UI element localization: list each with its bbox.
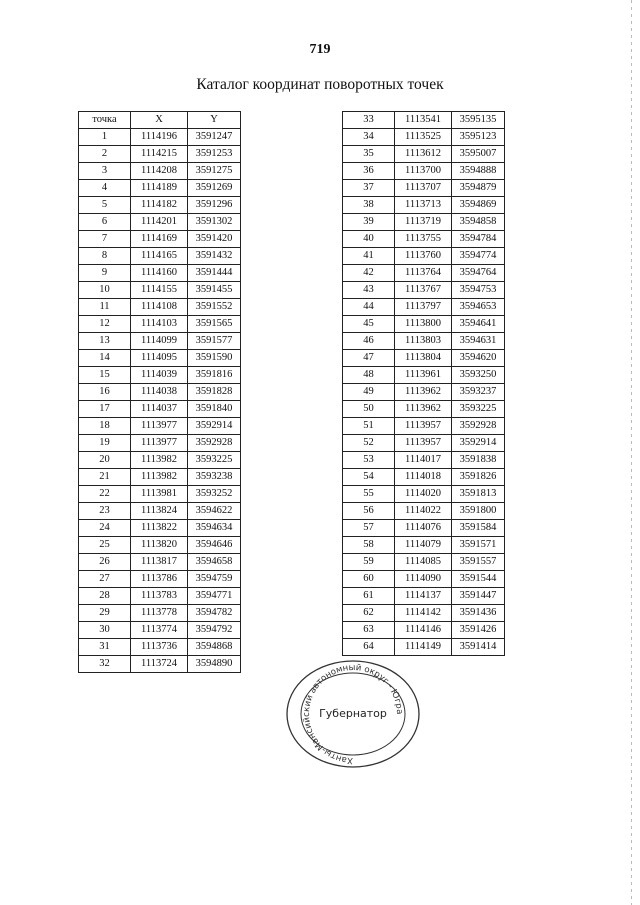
point-number-cell: 20 [79, 452, 131, 469]
x-coordinate-cell: 1114099 [131, 333, 188, 350]
point-number-cell: 63 [343, 622, 395, 639]
x-coordinate-cell: 1113961 [395, 367, 452, 384]
x-coordinate-cell: 1114022 [395, 503, 452, 520]
table-row [343, 401, 505, 418]
point-number-cell: 30 [79, 622, 131, 639]
point-number-cell: 40 [343, 231, 395, 248]
column-header-y: Y [188, 112, 241, 129]
y-coordinate-cell: 3591813 [452, 486, 505, 503]
table-row [79, 554, 241, 571]
seal-center-text: Губернатор [319, 707, 387, 720]
table-row [343, 571, 505, 588]
y-coordinate-cell: 3591253 [188, 146, 241, 163]
x-coordinate-cell: 1113786 [131, 571, 188, 588]
point-number-cell: 25 [79, 537, 131, 554]
point-number-cell: 52 [343, 435, 395, 452]
x-coordinate-cell: 1113977 [131, 418, 188, 435]
point-number-cell: 14 [79, 350, 131, 367]
point-number-cell: 54 [343, 469, 395, 486]
x-coordinate-cell: 1114037 [131, 401, 188, 418]
y-coordinate-cell: 3594620 [452, 350, 505, 367]
table-row [79, 214, 241, 231]
point-number-cell: 45 [343, 316, 395, 333]
document-title: Каталог координат поворотных точек [196, 76, 444, 93]
y-coordinate-cell: 3591426 [452, 622, 505, 639]
point-number-cell: 19 [79, 435, 131, 452]
x-coordinate-cell: 1113982 [131, 469, 188, 486]
x-coordinate-cell: 1114103 [131, 316, 188, 333]
point-number-cell: 49 [343, 384, 395, 401]
point-number-cell: 33 [343, 112, 395, 129]
point-number-cell: 36 [343, 163, 395, 180]
y-coordinate-cell: 3594774 [452, 248, 505, 265]
y-coordinate-cell: 3591571 [452, 537, 505, 554]
y-coordinate-cell: 3591590 [188, 350, 241, 367]
y-coordinate-cell: 3592928 [452, 418, 505, 435]
x-coordinate-cell: 1114208 [131, 163, 188, 180]
x-coordinate-cell: 1113817 [131, 554, 188, 571]
y-coordinate-cell: 3595123 [452, 129, 505, 146]
table-row [343, 537, 505, 554]
table-row [79, 435, 241, 452]
point-number-cell: 43 [343, 282, 395, 299]
point-number-cell: 8 [79, 248, 131, 265]
y-coordinate-cell: 3593225 [452, 401, 505, 418]
y-coordinate-cell: 3591840 [188, 401, 241, 418]
y-coordinate-cell: 3594858 [452, 214, 505, 231]
point-number-cell: 46 [343, 333, 395, 350]
x-coordinate-cell: 1113962 [395, 384, 452, 401]
table-row [79, 401, 241, 418]
point-number-cell: 64 [343, 639, 395, 656]
x-coordinate-cell: 1114169 [131, 231, 188, 248]
y-coordinate-cell: 3591455 [188, 282, 241, 299]
x-coordinate-cell: 1114146 [395, 622, 452, 639]
point-number-cell: 23 [79, 503, 131, 520]
table-row [343, 180, 505, 197]
point-number-cell: 10 [79, 282, 131, 299]
x-coordinate-cell: 1114095 [131, 350, 188, 367]
y-coordinate-cell: 3592928 [188, 435, 241, 452]
y-coordinate-cell: 3591444 [188, 265, 241, 282]
y-coordinate-cell: 3594622 [188, 503, 241, 520]
y-coordinate-cell: 3594879 [452, 180, 505, 197]
table-row [79, 248, 241, 265]
y-coordinate-cell: 3594888 [452, 163, 505, 180]
point-number-cell: 1 [79, 129, 131, 146]
point-number-cell: 38 [343, 197, 395, 214]
table-row [79, 129, 241, 146]
table-row [79, 622, 241, 639]
x-coordinate-cell: 1114189 [131, 180, 188, 197]
table-row [79, 231, 241, 248]
y-coordinate-cell: 3591565 [188, 316, 241, 333]
x-coordinate-cell: 1113736 [131, 639, 188, 656]
point-number-cell: 24 [79, 520, 131, 537]
x-coordinate-cell: 1113700 [395, 163, 452, 180]
x-coordinate-cell: 1114142 [395, 605, 452, 622]
table-row [79, 384, 241, 401]
x-coordinate-cell: 1114196 [131, 129, 188, 146]
table-row [343, 469, 505, 486]
x-coordinate-cell: 1114018 [395, 469, 452, 486]
table-row [79, 367, 241, 384]
y-coordinate-cell: 3591544 [452, 571, 505, 588]
point-number-cell: 16 [79, 384, 131, 401]
table-row [343, 197, 505, 214]
x-coordinate-cell: 1113541 [395, 112, 452, 129]
table-row [79, 163, 241, 180]
point-number-cell: 53 [343, 452, 395, 469]
x-coordinate-cell: 1114039 [131, 367, 188, 384]
x-coordinate-cell: 1113820 [131, 537, 188, 554]
x-coordinate-cell: 1113760 [395, 248, 452, 265]
y-coordinate-cell: 3594653 [452, 299, 505, 316]
table-row [343, 163, 505, 180]
point-number-cell: 56 [343, 503, 395, 520]
x-coordinate-cell: 1113778 [131, 605, 188, 622]
point-number-cell: 39 [343, 214, 395, 231]
column-header-point: точка [79, 112, 131, 129]
x-coordinate-cell: 1113612 [395, 146, 452, 163]
scan-margin-line [631, 0, 632, 905]
table-row [343, 418, 505, 435]
x-coordinate-cell: 1113804 [395, 350, 452, 367]
x-coordinate-cell: 1114076 [395, 520, 452, 537]
point-number-cell: 42 [343, 265, 395, 282]
x-coordinate-cell: 1113982 [131, 452, 188, 469]
point-number-cell: 60 [343, 571, 395, 588]
y-coordinate-cell: 3594753 [452, 282, 505, 299]
point-number-cell: 48 [343, 367, 395, 384]
table-row [343, 231, 505, 248]
point-number-cell: 50 [343, 401, 395, 418]
table-row [343, 112, 505, 129]
x-coordinate-cell: 1114090 [395, 571, 452, 588]
table-row [79, 639, 241, 656]
y-coordinate-cell: 3591584 [452, 520, 505, 537]
y-coordinate-cell: 3594634 [188, 520, 241, 537]
y-coordinate-cell: 3591432 [188, 248, 241, 265]
table-row [343, 503, 505, 520]
y-coordinate-cell: 3594759 [188, 571, 241, 588]
table-row [79, 299, 241, 316]
x-coordinate-cell: 1114137 [395, 588, 452, 605]
table-row [79, 350, 241, 367]
y-coordinate-cell: 3591577 [188, 333, 241, 350]
point-number-cell: 7 [79, 231, 131, 248]
x-coordinate-cell: 1113957 [395, 435, 452, 452]
x-coordinate-cell: 1114160 [131, 265, 188, 282]
x-coordinate-cell: 1114079 [395, 537, 452, 554]
table-row [343, 588, 505, 605]
table-row [343, 299, 505, 316]
point-number-cell: 41 [343, 248, 395, 265]
point-number-cell: 51 [343, 418, 395, 435]
table-row [79, 333, 241, 350]
x-coordinate-cell: 1113981 [131, 486, 188, 503]
y-coordinate-cell: 3594868 [188, 639, 241, 656]
point-number-cell: 4 [79, 180, 131, 197]
x-coordinate-cell: 1113824 [131, 503, 188, 520]
y-coordinate-cell: 3594771 [188, 588, 241, 605]
table-row [79, 520, 241, 537]
y-coordinate-cell: 3591828 [188, 384, 241, 401]
point-number-cell: 15 [79, 367, 131, 384]
y-coordinate-cell: 3593237 [452, 384, 505, 401]
point-number-cell: 5 [79, 197, 131, 214]
y-coordinate-cell: 3593225 [188, 452, 241, 469]
x-coordinate-cell: 1114149 [395, 639, 452, 656]
table-row [79, 265, 241, 282]
y-coordinate-cell: 3594764 [452, 265, 505, 282]
table-row [343, 367, 505, 384]
x-coordinate-cell: 1114108 [131, 299, 188, 316]
x-coordinate-cell: 1114182 [131, 197, 188, 214]
point-number-cell: 37 [343, 180, 395, 197]
x-coordinate-cell: 1113797 [395, 299, 452, 316]
table-row [343, 282, 505, 299]
coordinates-table-left [78, 111, 241, 673]
table-row [343, 486, 505, 503]
table-row [343, 639, 505, 656]
point-number-cell: 22 [79, 486, 131, 503]
table-row [343, 605, 505, 622]
coordinates-table-right [342, 111, 505, 656]
y-coordinate-cell: 3594646 [188, 537, 241, 554]
x-coordinate-cell: 1113800 [395, 316, 452, 333]
x-coordinate-cell: 1114201 [131, 214, 188, 231]
point-number-cell: 31 [79, 639, 131, 656]
point-number-cell: 59 [343, 554, 395, 571]
point-number-cell: 29 [79, 605, 131, 622]
point-number-cell: 6 [79, 214, 131, 231]
x-coordinate-cell: 1113822 [131, 520, 188, 537]
point-number-cell: 35 [343, 146, 395, 163]
y-coordinate-cell: 3594890 [188, 656, 241, 673]
table-row [79, 452, 241, 469]
x-coordinate-cell: 1113774 [131, 622, 188, 639]
point-number-cell: 27 [79, 571, 131, 588]
table-row [79, 418, 241, 435]
governor-seal [283, 657, 423, 769]
y-coordinate-cell: 3595135 [452, 112, 505, 129]
y-coordinate-cell: 3591302 [188, 214, 241, 231]
point-number-cell: 55 [343, 486, 395, 503]
y-coordinate-cell: 3591800 [452, 503, 505, 520]
x-coordinate-cell: 1114155 [131, 282, 188, 299]
table-row [79, 282, 241, 299]
point-number-cell: 26 [79, 554, 131, 571]
y-coordinate-cell: 3594631 [452, 333, 505, 350]
y-coordinate-cell: 3594792 [188, 622, 241, 639]
y-coordinate-cell: 3594784 [452, 231, 505, 248]
table-row [343, 384, 505, 401]
point-number-cell: 47 [343, 350, 395, 367]
table-row [79, 571, 241, 588]
y-coordinate-cell: 3591269 [188, 180, 241, 197]
y-coordinate-cell: 3594658 [188, 554, 241, 571]
y-coordinate-cell: 3591447 [452, 588, 505, 605]
table-row [343, 316, 505, 333]
table-row [343, 350, 505, 367]
y-coordinate-cell: 3591414 [452, 639, 505, 656]
seal-ring-text: Ханты-Мансийский автономный округ - Югра [301, 662, 405, 766]
x-coordinate-cell: 1113707 [395, 180, 452, 197]
y-coordinate-cell: 3591420 [188, 231, 241, 248]
x-coordinate-cell: 1113525 [395, 129, 452, 146]
x-coordinate-cell: 1113803 [395, 333, 452, 350]
table-row [79, 197, 241, 214]
table-row [79, 469, 241, 486]
x-coordinate-cell: 1113719 [395, 214, 452, 231]
y-coordinate-cell: 3595007 [452, 146, 505, 163]
table-row [343, 214, 505, 231]
x-coordinate-cell: 1113957 [395, 418, 452, 435]
y-coordinate-cell: 3593238 [188, 469, 241, 486]
table-row [79, 503, 241, 520]
x-coordinate-cell: 1114020 [395, 486, 452, 503]
y-coordinate-cell: 3591557 [452, 554, 505, 571]
x-coordinate-cell: 1114165 [131, 248, 188, 265]
table-row [79, 316, 241, 333]
x-coordinate-cell: 1113724 [131, 656, 188, 673]
table-header-row [79, 112, 241, 129]
point-number-cell: 32 [79, 656, 131, 673]
x-coordinate-cell: 1113713 [395, 197, 452, 214]
point-number-cell: 13 [79, 333, 131, 350]
y-coordinate-cell: 3592914 [452, 435, 505, 452]
table-row [343, 333, 505, 350]
y-coordinate-cell: 3591275 [188, 163, 241, 180]
y-coordinate-cell: 3591296 [188, 197, 241, 214]
point-number-cell: 44 [343, 299, 395, 316]
table-row [343, 520, 505, 537]
point-number-cell: 34 [343, 129, 395, 146]
column-header-x: X [131, 112, 188, 129]
x-coordinate-cell: 1113962 [395, 401, 452, 418]
table-row [343, 248, 505, 265]
y-coordinate-cell: 3591838 [452, 452, 505, 469]
x-coordinate-cell: 1113977 [131, 435, 188, 452]
y-coordinate-cell: 3594641 [452, 316, 505, 333]
point-number-cell: 2 [79, 146, 131, 163]
y-coordinate-cell: 3591552 [188, 299, 241, 316]
point-number-cell: 3 [79, 163, 131, 180]
table-row [343, 622, 505, 639]
x-coordinate-cell: 1113767 [395, 282, 452, 299]
y-coordinate-cell: 3592914 [188, 418, 241, 435]
table-row [79, 588, 241, 605]
table-row [343, 452, 505, 469]
x-coordinate-cell: 1114038 [131, 384, 188, 401]
table-row [79, 146, 241, 163]
x-coordinate-cell: 1113755 [395, 231, 452, 248]
point-number-cell: 11 [79, 299, 131, 316]
y-coordinate-cell: 3594782 [188, 605, 241, 622]
x-coordinate-cell: 1114017 [395, 452, 452, 469]
y-coordinate-cell: 3593252 [188, 486, 241, 503]
table-row [79, 180, 241, 197]
table-row [343, 265, 505, 282]
y-coordinate-cell: 3591816 [188, 367, 241, 384]
table-row [79, 486, 241, 503]
x-coordinate-cell: 1113783 [131, 588, 188, 605]
y-coordinate-cell: 3591436 [452, 605, 505, 622]
page-number: 719 [309, 42, 331, 57]
point-number-cell: 58 [343, 537, 395, 554]
table-row [343, 435, 505, 452]
y-coordinate-cell: 3593250 [452, 367, 505, 384]
table-row [79, 605, 241, 622]
point-number-cell: 12 [79, 316, 131, 333]
table-row [79, 656, 241, 673]
table-row [79, 537, 241, 554]
y-coordinate-cell: 3591826 [452, 469, 505, 486]
x-coordinate-cell: 1114215 [131, 146, 188, 163]
table-row [343, 554, 505, 571]
point-number-cell: 61 [343, 588, 395, 605]
x-coordinate-cell: 1113764 [395, 265, 452, 282]
point-number-cell: 18 [79, 418, 131, 435]
y-coordinate-cell: 3594869 [452, 197, 505, 214]
point-number-cell: 57 [343, 520, 395, 537]
point-number-cell: 28 [79, 588, 131, 605]
table-row [343, 129, 505, 146]
point-number-cell: 21 [79, 469, 131, 486]
table-row [343, 146, 505, 163]
point-number-cell: 17 [79, 401, 131, 418]
y-coordinate-cell: 3591247 [188, 129, 241, 146]
point-number-cell: 62 [343, 605, 395, 622]
x-coordinate-cell: 1114085 [395, 554, 452, 571]
point-number-cell: 9 [79, 265, 131, 282]
